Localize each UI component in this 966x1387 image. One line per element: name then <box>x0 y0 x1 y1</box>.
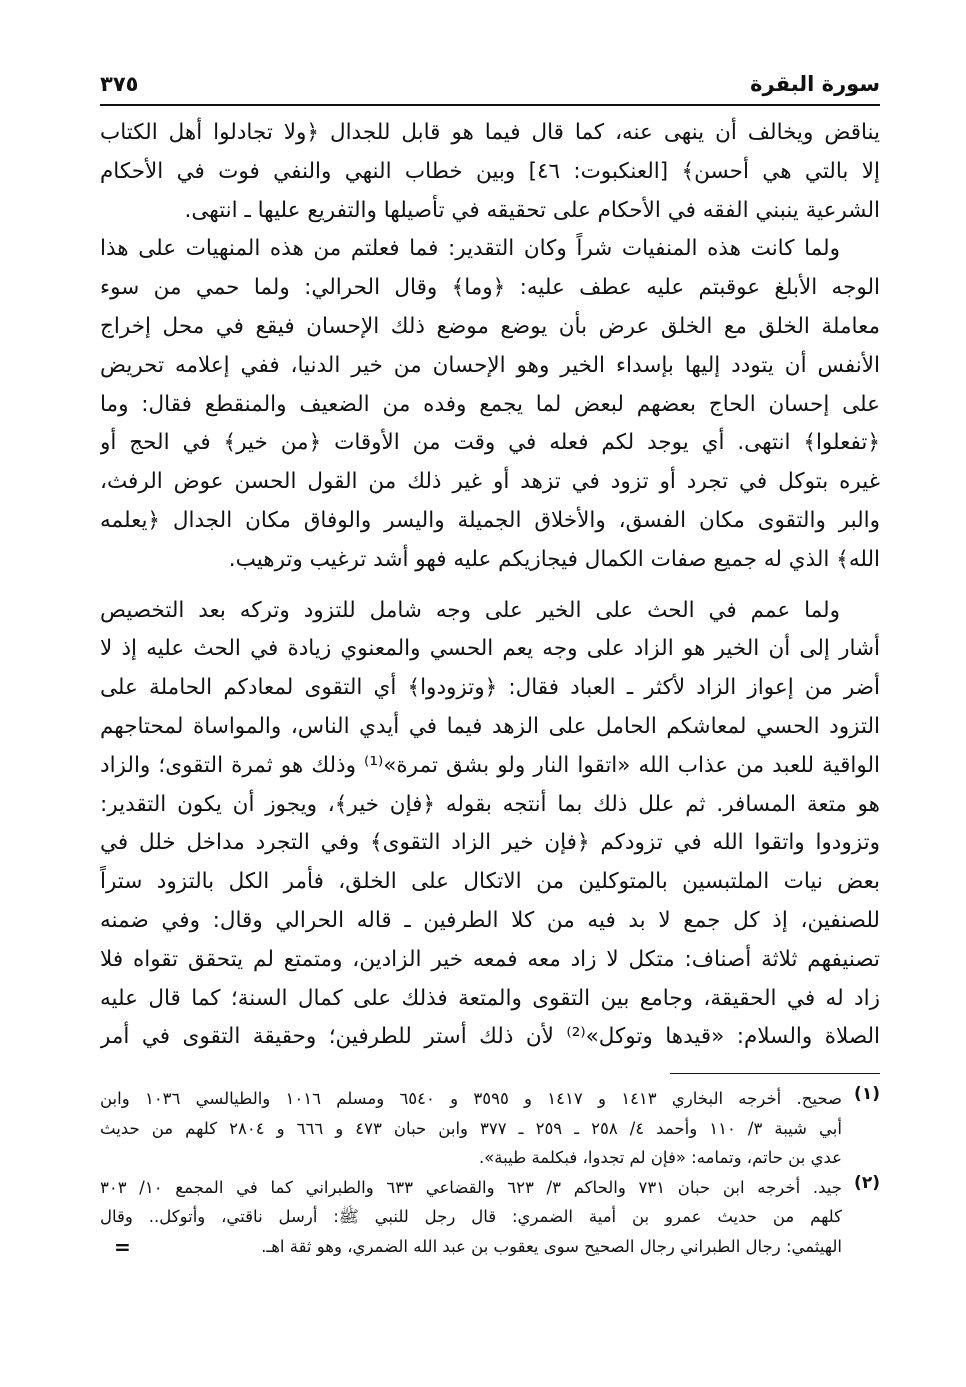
footnote-1 <box>100 1084 880 1173</box>
text-line: الوجه الأبلغ عوقبتم عليه عطف عليه: ﴿وما﴾ وقال الحرالي: ولما حمي من سوء <box>100 275 880 301</box>
footnote-line: جيد. أخرجه ابن حبان ٧٣١ والحاكم ٣/ ٦٢٣ والقضاعي ٦٣٣ والطبراني كما في المجمع ١٠/ ٣٠٣ <box>100 1177 842 1197</box>
footnote-separator <box>670 1073 880 1074</box>
text-line: معاملة الخلق مع الخلق عرض بأن يوضع موضع ذلك الإحسان فيقع في محل إخراج <box>100 313 880 339</box>
text-line: أضر من إعواز الزاد لأكثر ـ العباد فقال: ﴿وتزودوا﴾ أي التقوى لمعادكم الحاملة على <box>100 675 880 701</box>
footnote-number: (٢) <box>854 1172 880 1193</box>
text-line: يناقض ويخالف أن ينهى عنه، كما قال فيما هو قابل للجدال ﴿ولا تجادلوا أهل الكتاب <box>100 120 880 145</box>
main-text <box>100 114 880 1057</box>
text-line: للصنفين، إذ كل جمع لا بد فيه من كلا الطرفين ـ قاله الحرالي وقال: وفي ضمنه <box>100 907 880 933</box>
page-header <box>100 70 880 106</box>
footnote-line: عدي بن حاتم، وتمامه: «فإن لم تجدوا، فبكلمة طيبة». <box>478 1148 842 1168</box>
text-line: الواقية للعبد من عذاب الله «اتقوا النار ولو بشق تمرة»⁽¹⁾ وذلك هو ثمرة التقوى؛ والزاد <box>100 752 880 778</box>
text-line: بعض نيات الملتبسين بالمتوكلين من الاتكال على الخلق، فأمر الكل بالتزود ستراً <box>100 869 880 895</box>
surah-title: سورة البقرة <box>750 72 880 96</box>
text-line: تصنيفهم ثلاثة أصناف: متكل لا زاد معه فمعه خير الزادين، ومتمتع لم يتحقق تقواه فلا <box>100 946 880 972</box>
text-line: وتزودوا واتقوا الله في تزودكم ﴿فإن خير الزاد التقوى﴾ وفي التجرد مداخل خلل في <box>100 830 880 856</box>
text-line: الله﴾ الذي له جميع صفات الكمال فيجازيكم عليه فهو أشد ترغيب وترهيب. <box>228 546 880 572</box>
page-number: ٣٧٥ <box>100 72 139 96</box>
text-line: هو متعة المسافر. ثم علل ذلك بما أنتجه بقوله ﴿فإن خير﴾، ويجوز أن يكون التقدير: <box>100 791 880 817</box>
footnote-line: أبي شيبة ٣/ ١١٠ وأحمد ٤/ ٢٥٨ ـ ٢٥٩ ـ ٣٧٧ وابن حبان ٤٧٣ و ٦٦٦ و ٢٨٠٤ كلهم من حديث <box>100 1118 842 1138</box>
text-line: الأنفس أن يتودد إليها بإسداء الخير وهو الإحسان من خير الدنيا، ففي إعلامه تحريض <box>100 352 880 378</box>
text-line: على إحسان الحاج بعضهم لبعض لما يجمع وفده من الضعيف والمنقطع فقال: وما <box>100 391 880 417</box>
text-line: غيره بتوكل في تجرد أو تزود في تزهد أو غير ذلك من القول الحسن عوض الرفث، <box>100 469 880 495</box>
footnote-continuation-mark: = <box>114 1235 131 1260</box>
text-line: ﴿تفعلوا﴾ انتهى. أي يوجد لكم فعله في وقت من الأوقات ﴿من خير﴾ في الحج أو <box>100 430 880 456</box>
footnote-2 <box>100 1173 880 1262</box>
text-line: والبر والتقوى مكان الفسق، والأخلاق الجميلة واليسر والوفاق مكان الجدال ﴿يعلمه <box>100 507 880 533</box>
text-line: ولما كانت هذه المنفيات شراً وكان التقدير: فما فعلتم من هذه المنهيات على هذا <box>100 236 840 262</box>
text-line: الشرعية ينبني الفقه في الأحكام على تحقيقه في تأصيلها والتفريع عليها ـ انتهى. <box>184 197 880 223</box>
footnote-line: الهيثمي: رجال الطبراني رجال الصحيح سوى يعقوب بن عبد الله الضمري، وهو ثقة اهـ. <box>261 1236 842 1256</box>
text-line: أشار إلى أن الخير هو الزاد على وجه يعم الحسي والمعنوي زيادة في الحث عليه إذ لا <box>100 636 880 662</box>
book-page <box>100 70 880 1261</box>
footnote-line: صحيح. أخرجه البخاري ١٤١٣ و ١٤١٧ و ٣٥٩٥ و ٦٥٤٠ ومسلم ١٠١٦ والطيالسي ١٠٣٦ وابن <box>100 1089 842 1109</box>
text-line: الصلاة والسلام: «قيدها وتوكل»⁽²⁾ لأن ذلك أستر للطرفين؛ وحقيقة التقوى في أمر <box>100 1024 880 1050</box>
text-line: إلا بالتي هي أحسن﴾ [العنكبوت: ٤٦] وبين خطاب النهي والنفي فوت في الأحكام <box>100 158 880 184</box>
text-line: التزود الحسي لمعاشكم الحامل على الزهد فيما في أيدي الناس، والمواساة لمحتاجهم <box>100 713 880 739</box>
text-line: زاد له في الحقيقة، وجامع بين التقوى والمتعة فذلك على كمال السنة؛ كما قال عليه <box>100 985 880 1011</box>
footnote-number: (١) <box>854 1084 880 1105</box>
text-line: ولما عمم في الحث على الخير على وجه شامل للتزود وتركه بعد التخصيص <box>100 597 840 623</box>
footnote-line: كلهم من حديث عمرو بن أمية الضمري: قال رجل للنبي ﷺ: أرسل ناقتي، وأتوكل.. وقال <box>100 1207 842 1227</box>
